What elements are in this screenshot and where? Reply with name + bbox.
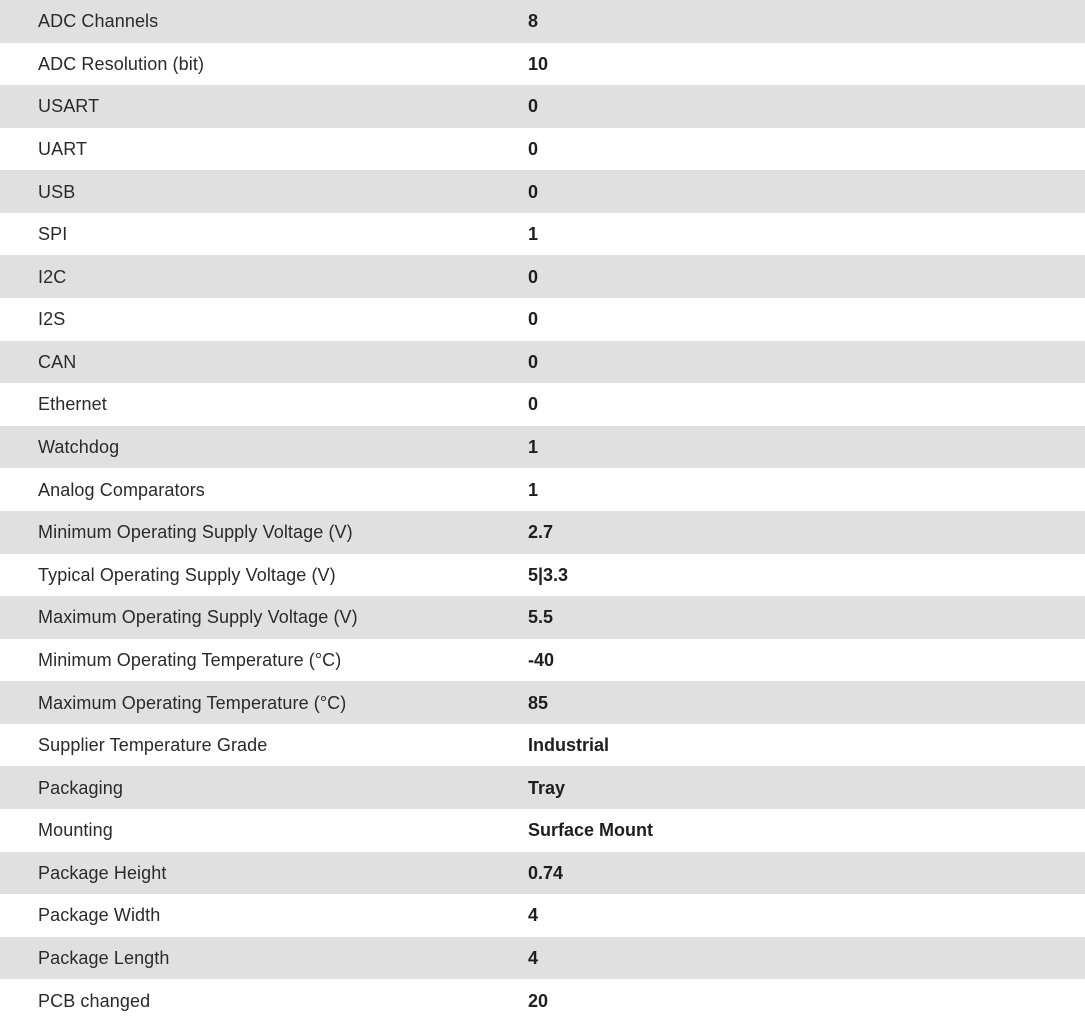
spec-row-min-supply-voltage <box>0 511 1085 554</box>
spec-row-max-temperature <box>0 681 1085 724</box>
spec-row-usb <box>0 170 1085 213</box>
spec-row-package-length <box>0 937 1085 980</box>
spec-row-pcb-changed <box>0 979 1085 1022</box>
spec-value: 0 <box>528 96 539 117</box>
spec-value: 20 <box>528 990 549 1011</box>
spec-value: 8 <box>528 11 539 32</box>
spec-label: Analog Comparators <box>38 479 205 500</box>
spec-value: Tray <box>528 777 566 798</box>
spec-value: 0 <box>528 394 539 415</box>
spec-label: Mounting <box>38 820 113 841</box>
spec-row-temperature-grade <box>0 724 1085 767</box>
spec-value: 5|3.3 <box>528 564 569 585</box>
spec-value: 0.74 <box>528 862 564 883</box>
spec-value: Industrial <box>528 735 610 756</box>
spec-label: USB <box>38 181 76 202</box>
spec-row-spi <box>0 213 1085 256</box>
spec-label: Supplier Temperature Grade <box>38 735 268 756</box>
spec-label: Packaging <box>38 777 123 798</box>
spec-row-max-supply-voltage <box>0 596 1085 639</box>
spec-label: CAN <box>38 351 77 372</box>
spec-label: Package Height <box>38 862 167 883</box>
spec-label: Package Width <box>38 905 161 926</box>
spec-row-analog-comparators <box>0 468 1085 511</box>
spec-row-i2c <box>0 255 1085 298</box>
spec-row-typical-supply-voltage <box>0 554 1085 597</box>
spec-label: Minimum Operating Temperature (°C) <box>38 649 342 670</box>
spec-label: Maximum Operating Temperature (°C) <box>38 692 347 713</box>
spec-value: Surface Mount <box>528 820 654 841</box>
spec-row-adc-channels <box>0 0 1085 43</box>
spec-row-mounting <box>0 809 1085 852</box>
spec-label: ADC Resolution (bit) <box>38 53 205 74</box>
spec-value: 1 <box>528 479 539 500</box>
spec-label: Package Length <box>38 948 170 968</box>
spec-label: ADC Channels <box>38 11 159 32</box>
spec-label: Typical Operating Supply Voltage (V) <box>38 564 336 585</box>
spec-value: 0 <box>528 266 539 287</box>
spec-value: 1 <box>528 437 539 458</box>
spec-label: SPI <box>38 224 68 245</box>
spec-label: Minimum Operating Supply Voltage (V) <box>38 522 353 543</box>
spec-row-adc-resolution <box>0 43 1085 86</box>
spec-row-watchdog <box>0 426 1085 469</box>
spec-row-usart <box>0 85 1085 128</box>
spec-value: 0 <box>528 139 539 160</box>
spec-label: UART <box>38 139 88 160</box>
spec-row-min-temperature <box>0 639 1085 682</box>
spec-row-package-width <box>0 894 1085 937</box>
spec-value: 4 <box>528 948 539 968</box>
spec-value: 85 <box>528 692 549 713</box>
spec-label: I2C <box>38 266 67 287</box>
spec-value: 0 <box>528 309 539 330</box>
spec-label: USART <box>38 96 100 117</box>
spec-row-package-height <box>0 852 1085 895</box>
spec-value: 0 <box>528 351 539 372</box>
spec-label: I2S <box>38 309 66 330</box>
spec-value: 4 <box>528 905 539 926</box>
spec-row-ethernet <box>0 383 1085 426</box>
spec-value: 0 <box>528 181 539 202</box>
spec-value: 10 <box>528 53 549 74</box>
spec-row-packaging <box>0 766 1085 809</box>
spec-value: 1 <box>528 224 539 245</box>
spec-row-can <box>0 341 1085 384</box>
spec-label: Maximum Operating Supply Voltage (V) <box>38 607 358 628</box>
spec-label: Watchdog <box>38 437 120 458</box>
spec-label: PCB changed <box>38 990 151 1011</box>
spec-row-uart <box>0 128 1085 171</box>
spec-value: -40 <box>528 649 555 670</box>
spec-row-i2s <box>0 298 1085 341</box>
spec-label: Ethernet <box>38 394 107 415</box>
spec-value: 2.7 <box>528 522 554 543</box>
spec-value: 5.5 <box>528 607 554 628</box>
